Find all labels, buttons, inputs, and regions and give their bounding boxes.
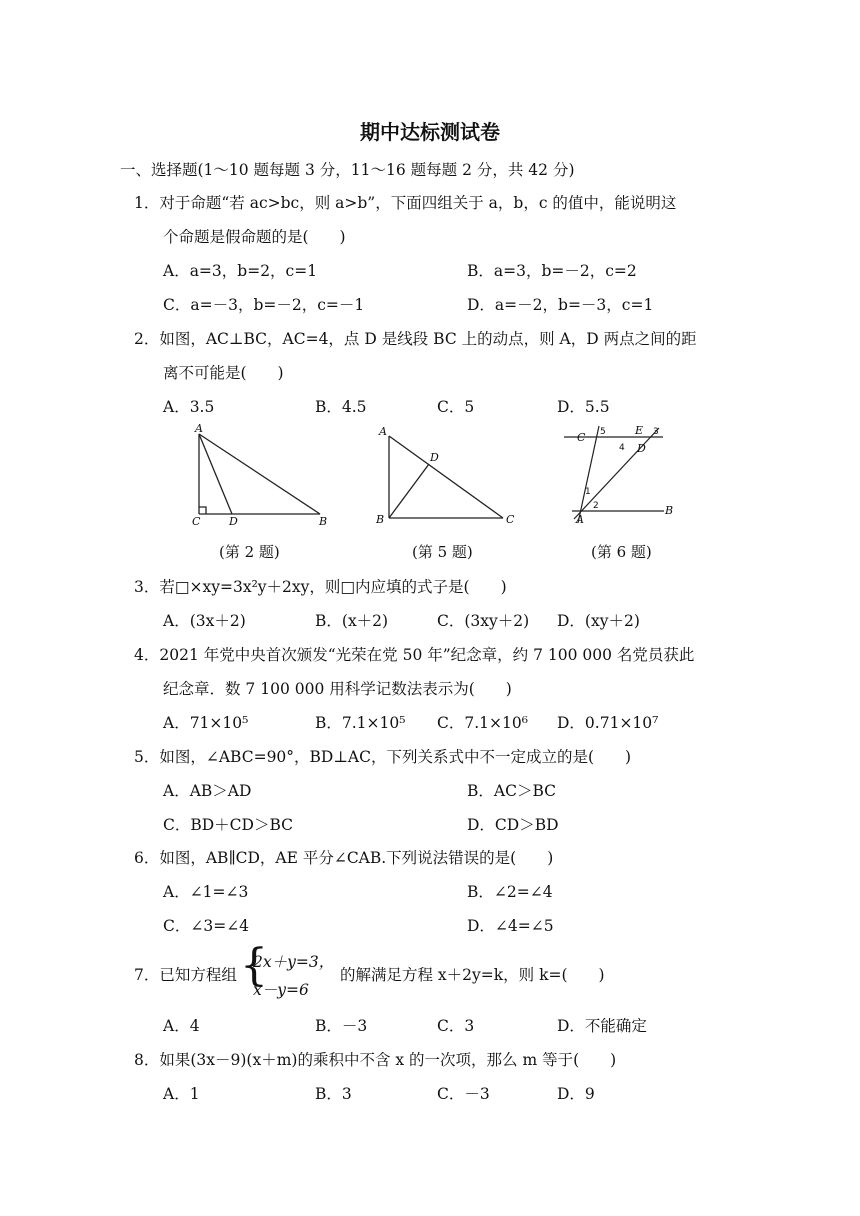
q2-option-d: D．5.5	[557, 398, 610, 416]
q7-option-b: B．－3	[315, 1017, 368, 1035]
figure-q5	[370, 420, 530, 530]
figure-q6	[560, 420, 690, 530]
q8-option-c: C．－3	[437, 1085, 490, 1103]
q6-option-c: C．∠3=∠4	[163, 917, 250, 935]
q6-option-b: B．∠2=∠4	[467, 883, 553, 901]
q2-option-a: A．3.5	[163, 398, 215, 416]
q1-option-b: B．a=3，b=－2，c=2	[467, 262, 637, 280]
q6-stem: 6．如图，AB∥CD，AE 平分∠CAB.下列说法错误的是( )	[134, 849, 554, 867]
q4-option-a: A．71×10⁵	[163, 714, 249, 732]
q7-equation-2: x－y=6	[253, 981, 309, 999]
fig5-label-b: B	[376, 513, 385, 526]
fig2-label-d: D	[229, 515, 238, 528]
q7-option-d: D．不能确定	[557, 1017, 647, 1035]
q6-option-d: D．∠4=∠5	[467, 917, 554, 935]
fig2-caption: (第 2 题)	[219, 543, 280, 561]
q4-stem-line2: 纪念章．数 7 100 000 用科学记数法表示为( )	[163, 680, 512, 698]
fig2-label-c: C	[192, 515, 201, 528]
q5-option-c: C．BD＋CD＞BC	[163, 816, 294, 834]
q6-option-a: A．∠1=∠3	[163, 883, 249, 901]
q3-stem: 3．若□×xy=3x²y＋2xy，则□内应填的式子是( )	[134, 578, 507, 596]
q4-option-b: B．7.1×10⁵	[315, 714, 406, 732]
q3-option-b: B．(x＋2)	[315, 612, 389, 630]
q1-option-c: C．a=－3，b=－2，c=－1	[163, 296, 365, 314]
fig6-angle-5: 5	[600, 427, 606, 437]
q7-system-brace: {	[240, 940, 268, 991]
q8-option-a: A．1	[163, 1085, 200, 1103]
q2-option-c: C．5	[437, 398, 475, 416]
fig6-caption: (第 6 题)	[591, 543, 652, 561]
fig5-label-a: A	[379, 425, 387, 438]
fig5-caption: (第 5 题)	[412, 543, 473, 561]
q2-option-b: B．4.5	[315, 398, 367, 416]
fig5-label-c: C	[506, 513, 515, 526]
q8-option-b: B．3	[315, 1085, 352, 1103]
q1-stem-line1: 1．对于命题“若 ac>bc，则 a>b”，下面四组关于 a，b，c 的值中，能说明这	[134, 194, 677, 212]
fig2-label-a: A	[195, 422, 203, 435]
fig2-label-b: B	[319, 515, 328, 528]
fig6-angle-2: 2	[593, 501, 599, 511]
fig6-label-d: D	[637, 442, 646, 455]
q2-stem-line2: 离不可能是( )	[163, 364, 284, 382]
q7-stem-suffix: 的解满足方程 x＋2y=k，则 k=( )	[340, 966, 605, 984]
q1-option-d: D．a=－2，b=－3，c=1	[467, 296, 654, 314]
fig6-angle-3: 3	[653, 427, 659, 437]
q1-option-a: A．a=3，b=2，c=1	[163, 262, 318, 280]
fig6-angle-1: 1	[585, 487, 591, 497]
q5-stem: 5．如图，∠ABC=90°，BD⊥AC，下列关系式中不一定成立的是( )	[134, 748, 632, 766]
q8-option-d: D．9	[557, 1085, 595, 1103]
fig6-label-e: E	[635, 424, 644, 437]
q4-stem-line1: 4．2021 年党中央首次颁发“光荣在党 50 年”纪念章，约 7 100 000 名党员获此	[134, 646, 695, 664]
q3-option-d: D．(xy＋2)	[557, 612, 640, 630]
q2-stem-line1: 2．如图，AC⊥BC，AC=4，点 D 是线段 BC 上的动点，则 A，D 两点之间的距	[134, 330, 697, 348]
q1-stem-line2: 个命题是假命题的是( )	[163, 228, 346, 246]
fig6-angle-4: 4	[619, 443, 625, 453]
q4-option-c: C．7.1×10⁶	[437, 714, 528, 732]
fig6-label-a: A	[576, 513, 584, 526]
q7-equation-1: 2x＋y=3，	[253, 953, 335, 971]
section-heading: 一、选择题(1～10 题每题 3 分，11～16 题每题 2 分，共 42 分)	[120, 161, 575, 179]
q3-option-a: A．(3x＋2)	[163, 612, 246, 630]
q5-option-d: D．CD＞BD	[467, 816, 559, 834]
q8-stem: 8．如果(3x－9)(x＋m)的乘积中不含 x 的一次项，那么 m 等于( )	[134, 1051, 617, 1069]
q5-option-b: B．AC＞BC	[467, 782, 556, 800]
fig5-label-d: D	[430, 451, 439, 464]
q3-option-c: C．(3xy＋2)	[437, 612, 530, 630]
page-title: 期中达标测试卷	[360, 120, 500, 144]
q4-option-d: D．0.71×10⁷	[557, 714, 659, 732]
fig6-label-b: B	[665, 504, 674, 517]
figure-q2	[180, 420, 340, 530]
fig6-label-c: C	[577, 431, 586, 444]
q7-stem-prefix: 7．已知方程组	[134, 966, 237, 984]
q7-option-c: C．3	[437, 1017, 475, 1035]
q7-option-a: A．4	[163, 1017, 200, 1035]
q5-option-a: A．AB＞AD	[163, 782, 252, 800]
